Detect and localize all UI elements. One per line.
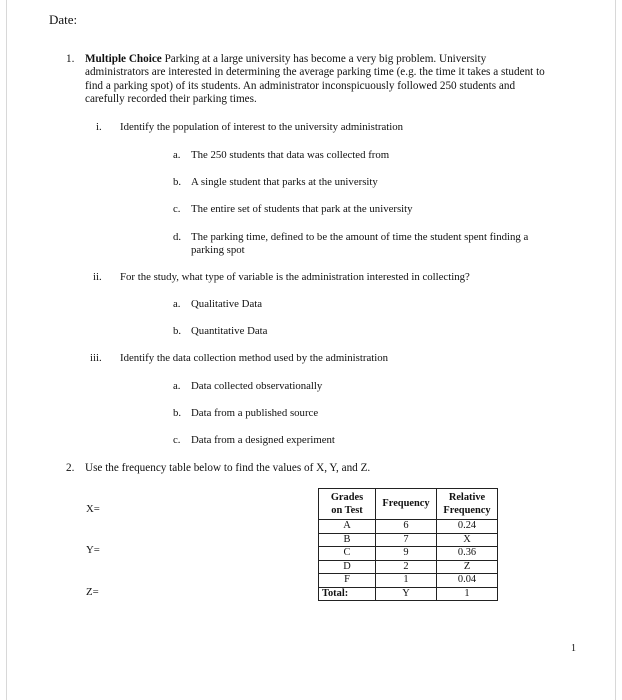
option-iii-c-text: Data from a designed experiment: [191, 434, 335, 446]
option-ii-b-letter: b.: [173, 325, 182, 337]
option-ii-a-text: Qualitative Data: [191, 298, 263, 310]
header-frequency: Frequency: [376, 489, 437, 520]
question-1-text: [85, 53, 585, 107]
question-1-number: 1.: [66, 53, 75, 65]
answer-z-label: Z=: [86, 586, 99, 598]
cell-relative-frequency: 0.36: [437, 547, 498, 561]
table-row: [319, 533, 498, 547]
cell-relative-frequency: Z: [437, 560, 498, 574]
header-grades-line-1: Grades: [330, 492, 364, 503]
header-relative-frequency: [437, 489, 498, 520]
part-ii-prompt: For the study, what type of variable is the administration interested in collecting?: [120, 271, 470, 283]
part-i-prompt: Identify the population of interest to the university administration: [120, 121, 404, 133]
question-1-line-2: administrators are interested in determining the average parking time (e.g. the time it takes a student to: [85, 66, 545, 79]
table-row: [319, 574, 498, 588]
cell-grade: B: [319, 533, 376, 547]
option-iii-b-text: Data from a published source: [191, 407, 319, 419]
option-i-b-text: A single student that parks at the university: [191, 176, 378, 188]
option-i-c-letter: c.: [173, 203, 181, 215]
header-grades-line-2: on Test: [331, 505, 363, 516]
option-i-d-letter: d.: [173, 231, 182, 243]
answer-x-label: X=: [86, 503, 100, 515]
table-row: [319, 547, 498, 561]
cell-frequency: 6: [376, 520, 437, 534]
cell-total-relative: 1: [437, 587, 498, 601]
part-ii-numeral: ii.: [93, 271, 102, 283]
cell-total-label: Total:: [319, 587, 376, 601]
cell-relative-frequency: 0.04: [437, 574, 498, 588]
question-2-prompt: Use the frequency table below to find the values of X, Y, and Z.: [85, 462, 371, 474]
option-i-b-letter: b.: [173, 176, 182, 188]
part-i-numeral: i.: [96, 121, 102, 133]
cell-frequency: 1: [376, 574, 437, 588]
cell-frequency: 2: [376, 560, 437, 574]
option-i-d-text-continued: parking spot: [191, 244, 245, 256]
table-row: [319, 520, 498, 534]
cell-grade: A: [319, 520, 376, 534]
question-1-line-4: carefully recorded their parking times.: [85, 93, 257, 106]
table-total-row: [319, 587, 498, 601]
header-grades: [319, 489, 376, 520]
frequency-table: [318, 488, 498, 601]
option-iii-a-text: Data collected observationally: [191, 380, 323, 392]
cell-grade: F: [319, 574, 376, 588]
question-2-number: 2.: [66, 462, 75, 474]
header-relative-line-1: Relative: [448, 492, 486, 503]
answer-y-label: Y=: [86, 544, 100, 556]
option-i-a-letter: a.: [173, 149, 181, 161]
part-iii-numeral: iii.: [90, 352, 102, 364]
option-iii-c-letter: c.: [173, 434, 181, 446]
option-i-a-text: The 250 students that data was collected from: [191, 149, 390, 161]
cell-relative-frequency: X: [437, 533, 498, 547]
cell-relative-frequency: 0.24: [437, 520, 498, 534]
question-1-line-1: Parking at a large university has become a very big problem. University: [164, 53, 487, 65]
cell-frequency: 9: [376, 547, 437, 561]
part-iii-prompt: Identify the data collection method used by the administration: [120, 352, 389, 364]
option-i-d-text: The parking time, defined to be the amount of time the student spent finding a: [191, 231, 529, 243]
option-iii-a-letter: a.: [173, 380, 181, 392]
question-1-line-3: find a parking spot) of its students. An administrator inconspicuously followed 250 students and: [85, 79, 516, 92]
option-iii-b-letter: b.: [173, 407, 182, 419]
option-ii-a-letter: a.: [173, 298, 181, 310]
option-ii-b-text: Quantitative Data: [191, 325, 268, 337]
cell-grade: C: [319, 547, 376, 561]
table-row: [319, 560, 498, 574]
option-i-c-text: The entire set of students that park at the university: [191, 203, 413, 215]
cell-frequency: 7: [376, 533, 437, 547]
header-relative-line-2: Frequency: [443, 505, 491, 516]
table-header-row: [319, 489, 498, 520]
date-label: Date:: [49, 12, 78, 27]
page-number: 1: [571, 643, 576, 654]
cell-total-frequency: Y: [376, 587, 437, 601]
question-1-title: Multiple Choice: [85, 53, 162, 65]
cell-grade: D: [319, 560, 376, 574]
